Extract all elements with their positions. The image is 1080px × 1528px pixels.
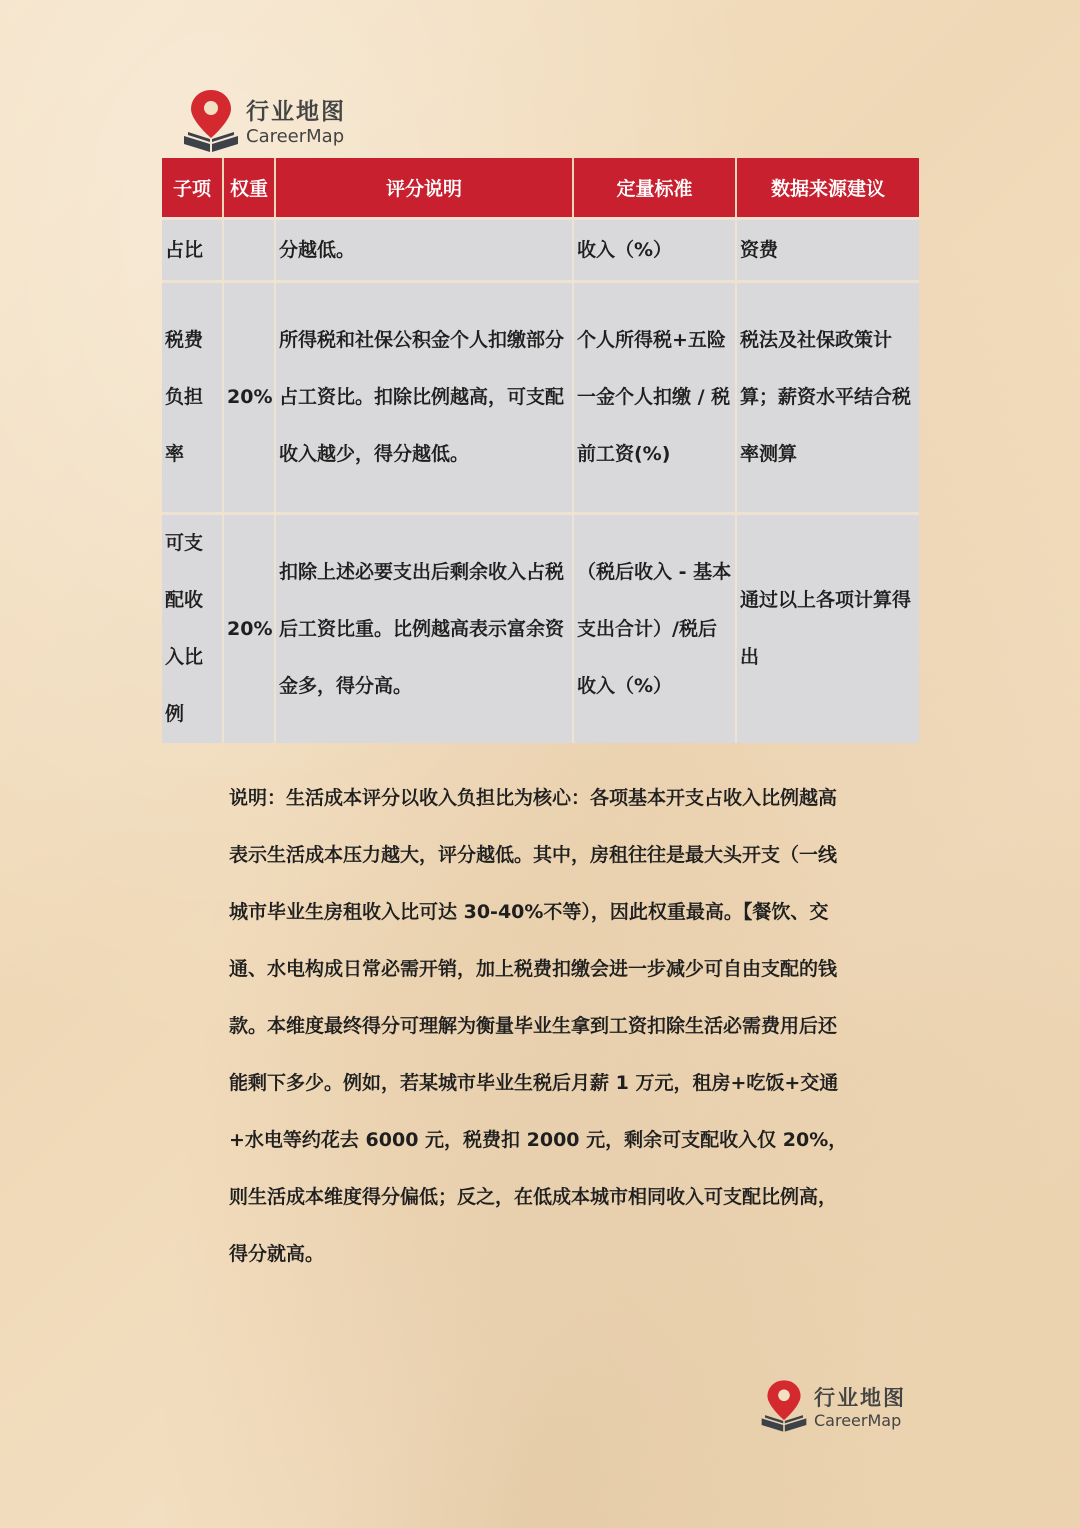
header-weight: 权重 xyxy=(223,158,275,219)
brand-name-en: CareerMap xyxy=(814,1411,902,1430)
header-subitem: 子项 xyxy=(162,158,223,219)
cell-data-source: 资费 xyxy=(736,219,919,282)
cell-quant-standard: （税后收入 - 基本支出合计）/税后收入（%） xyxy=(573,514,736,744)
map-pin-book-icon xyxy=(760,1378,808,1438)
cell-quant-standard: 收入（%） xyxy=(573,219,736,282)
header-data-source: 数据来源建议 xyxy=(736,158,919,219)
header-quant-standard: 定量标准 xyxy=(573,158,736,219)
table-row xyxy=(162,514,919,744)
cell-data-source: 通过以上各项计算得出 xyxy=(736,514,919,744)
table-row xyxy=(162,282,919,514)
brand-name-cn: 行业地图 xyxy=(246,99,346,125)
careermap-logo-footer xyxy=(760,1378,906,1438)
table-row xyxy=(162,219,919,282)
cell-weight xyxy=(223,219,275,282)
cell-description: 分越低。 xyxy=(275,219,573,282)
brand-name-en: CareerMap xyxy=(246,126,345,147)
cell-description: 所得税和社保公积金个人扣缴部分占工资比。扣除比例越高，可支配收入越少，得分越低。 xyxy=(275,282,573,514)
map-pin-book-icon xyxy=(182,88,240,158)
scoring-table xyxy=(162,158,919,743)
cell-weight: 20% xyxy=(223,514,275,744)
cell-quant-standard: 个人所得税+五险一金个人扣缴 / 税前工资(%) xyxy=(573,282,736,514)
explanation-paragraph: 说明：生活成本评分以收入负担比为核心：各项基本开支占收入比例越高表示生活成本压力越大，评分越低。其中，房租往往是最大头开支（一线城市毕业生房租收入比可达 30-40%不等），因此权重最高。【餐饮、交通、水电构成日常必需开销，加上税费扣缴会进一步减少可自由支配的钱款。本维度最终得分可理解为衡量毕业生拿到工资扣除生活必需费用后还能剩下多少。例如，若某城市毕业生税后月薪 1 万元，租房+吃饭+交通+水电等约花去 6000 元，税费扣 2000 元，剩余可支配收入仅 20%，则生活成本维度得分偏低；反之，在低成本城市相同收入可支配比例高，得分就高。 xyxy=(229,787,848,1265)
cell-weight: 20% xyxy=(223,282,275,514)
cell-subitem: 占比 xyxy=(162,219,223,282)
cell-subitem: 税费负担率 xyxy=(162,282,223,514)
header-description: 评分说明 xyxy=(275,158,573,219)
brand-name-cn: 行业地图 xyxy=(814,1386,906,1410)
cell-description: 扣除上述必要支出后剩余收入占税后工资比重。比例越高表示富余资金多，得分高。 xyxy=(275,514,573,744)
table-header-row xyxy=(162,158,919,219)
cell-data-source: 税法及社保政策计算；薪资水平结合税率测算 xyxy=(736,282,919,514)
cell-subitem: 可支配收入比例 xyxy=(162,514,223,744)
careermap-logo xyxy=(182,88,346,158)
